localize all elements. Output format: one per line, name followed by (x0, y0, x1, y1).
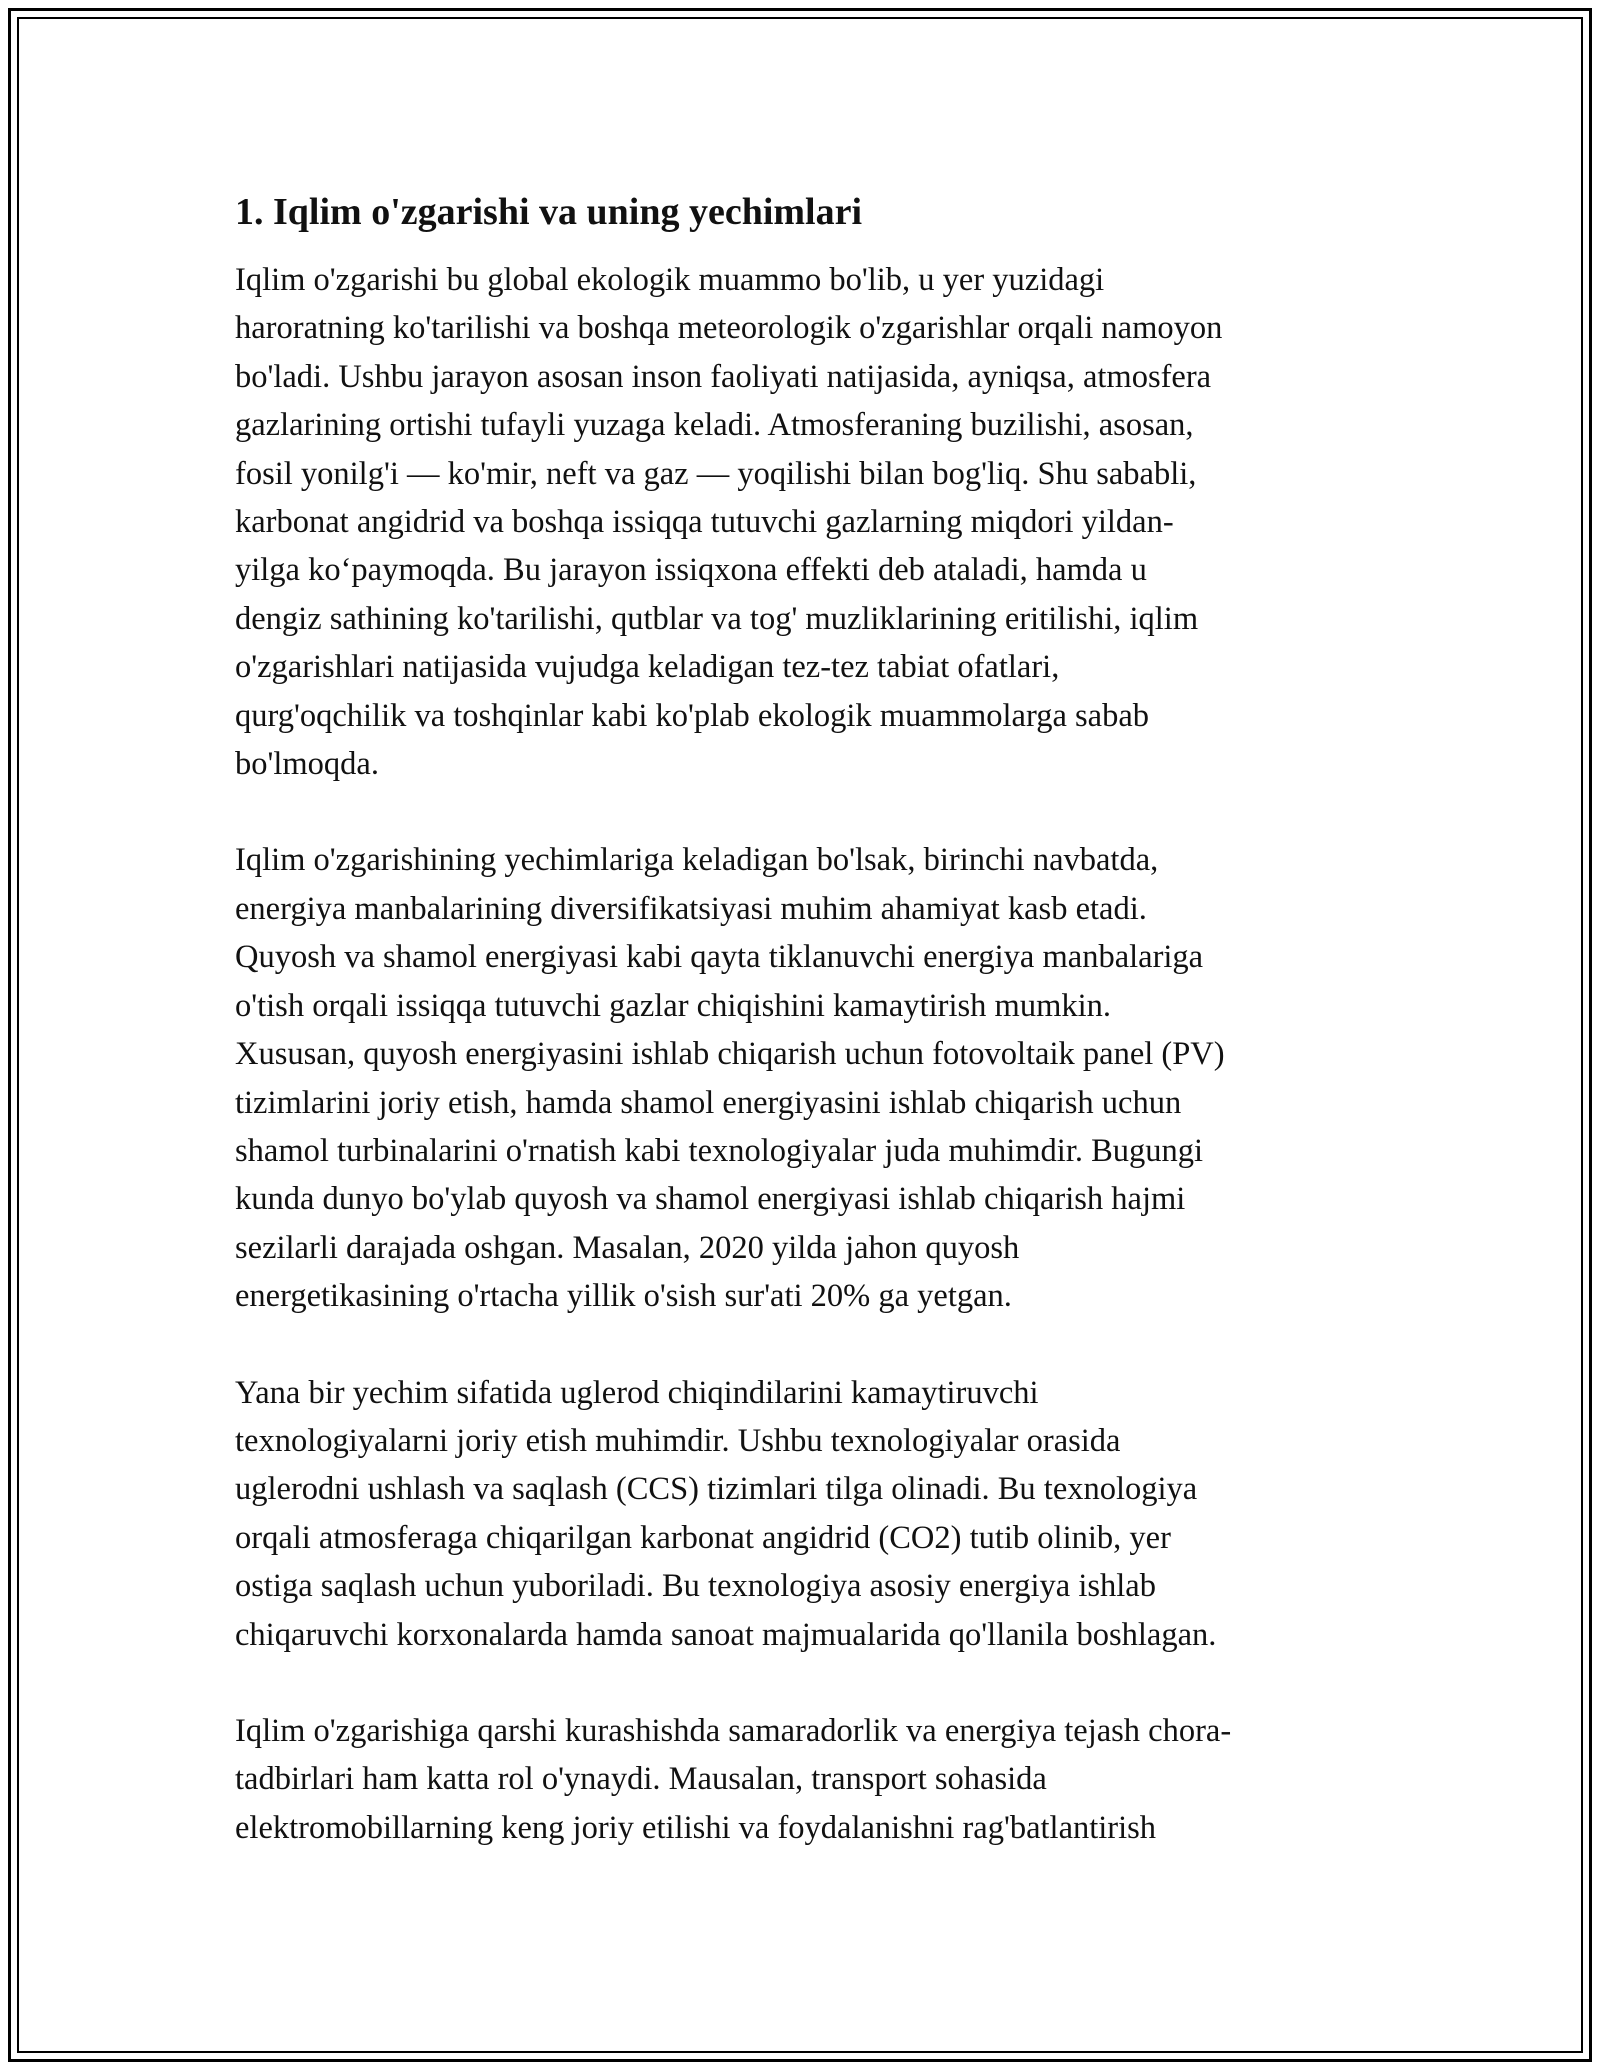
text-line: tadbirlari ham katta rol o'ynaydi. Mausalan, transport sohasida (235, 1761, 1047, 1798)
text-line: chiqaruvchi korxonalarda hamda sanoat majmualarida qo'llanila boshlagan. (235, 1616, 1217, 1653)
text-line: energiya manbalarining diversifikatsiyasi muhim ahamiyat kasb etadi. (235, 890, 1147, 927)
text-line: sezilarli darajada oshgan. Masalan, 2020 yilda jahon quyosh (235, 1229, 1020, 1266)
text-line: Iqlim o'zgarishi bu global ekologik muammo bo'lib, u yer yuzidagi (235, 262, 1105, 298)
text-line: tizimlarini joriy etish, hamda shamol energiyasini ishlab chiqarish uchun (235, 1084, 1182, 1121)
paragraph-2 (235, 836, 1360, 1320)
text-line: ostiga saqlash uchun yuboriladi. Bu texnologiya asosiy energiya ishlab (235, 1568, 1156, 1605)
text-line: Iqlim o'zgarishining yechimlariga keladigan bo'lsak, birinchi navbatda, (235, 842, 1159, 879)
paragraph-1 (235, 256, 1360, 788)
text-line: yilga ko‘paymoqda. Bu jarayon issiqxona effekti deb ataladi, hamda u (235, 552, 1147, 589)
text-line: bo'ladi. Ushbu jarayon asosan inson faoliyati natijasida, ayniqsa, atmosfera (235, 358, 1212, 395)
text-line: orqali atmosferaga chiqarilgan karbonat angidrid (CO2) tutib olinib, yer (235, 1519, 1171, 1556)
text-line: bo'lmoqda. (235, 746, 379, 783)
text-line: haroratning ko'tarilishi va boshqa meteorologik o'zgarishlar orqali namoyon (235, 310, 1223, 347)
text-line: o'tish orqali issiqqa tutuvchi gazlar chiqishini kamaytirish mumkin. (235, 987, 1112, 1024)
text-line: Iqlim o'zgarishiga qarshi kurashishda samaradorlik va energiya tejash chora- (235, 1712, 1232, 1749)
text-line: kunda dunyo bo'ylab quyosh va shamol energiyasi ishlab chiqarish hajmi (235, 1181, 1186, 1218)
text-line: o'zgarishlari natijasida vujudga keladigan tez-tez tabiat ofatlari, (235, 649, 1060, 686)
text-line: texnologiyalarni joriy etish muhimdir. Ushbu texnologiyalar orasida (235, 1422, 1121, 1459)
text-line: karbonat angidrid va boshqa issiqqa tutuvchi gazlarning miqdori yildan- (235, 504, 1174, 541)
text-line: gazlarining ortishi tufayli yuzaga keladi. Atmosferaning buzilishi, asosan, (235, 407, 1194, 444)
paragraph-3 (235, 1369, 1360, 1659)
text-line: Xususan, quyosh energiyasini ishlab chiqarish uchun fotovoltaik panel (PV) (235, 1036, 1225, 1073)
text-line: qurg'oqchilik va toshqinlar kabi ko'plab ekologik muammolarga sabab (235, 697, 1150, 734)
text-line: Yana bir yechim sifatida uglerod chiqindilarini kamaytiruvchi (235, 1374, 1039, 1411)
text-line: elektromobillarning keng joriy etilishi va foydalanishni rag'batlantirish (235, 1809, 1157, 1846)
text-line: energetikasining o'rtacha yillik o'sish sur'ati 20% ga yetgan. (235, 1278, 1012, 1315)
document-body (235, 188, 1360, 1900)
text-line: uglerodni ushlash va saqlash (CCS) tizimlari tilga olinadi. Bu texnologiya (235, 1471, 1198, 1508)
paragraph-4 (235, 1707, 1360, 1852)
text-line: fosil yonilg'i — ko'mir, neft va gaz — yoqilishi bilan bog'liq. Shu sababli, (235, 455, 1197, 492)
text-line: dengiz sathining ko'tarilishi, qutblar va tog' muzliklarining eritilishi, iqlim (235, 600, 1199, 637)
section-heading: 1. Iqlim o'zgarishi va uning yechimlari (235, 191, 863, 233)
text-line: Quyosh va shamol energiyasi kabi qayta tiklanuvchi energiya manbalariga (235, 939, 1204, 976)
text-line: shamol turbinalarini o'rnatish kabi texnologiyalar juda muhimdir. Bugungi (235, 1132, 1204, 1169)
